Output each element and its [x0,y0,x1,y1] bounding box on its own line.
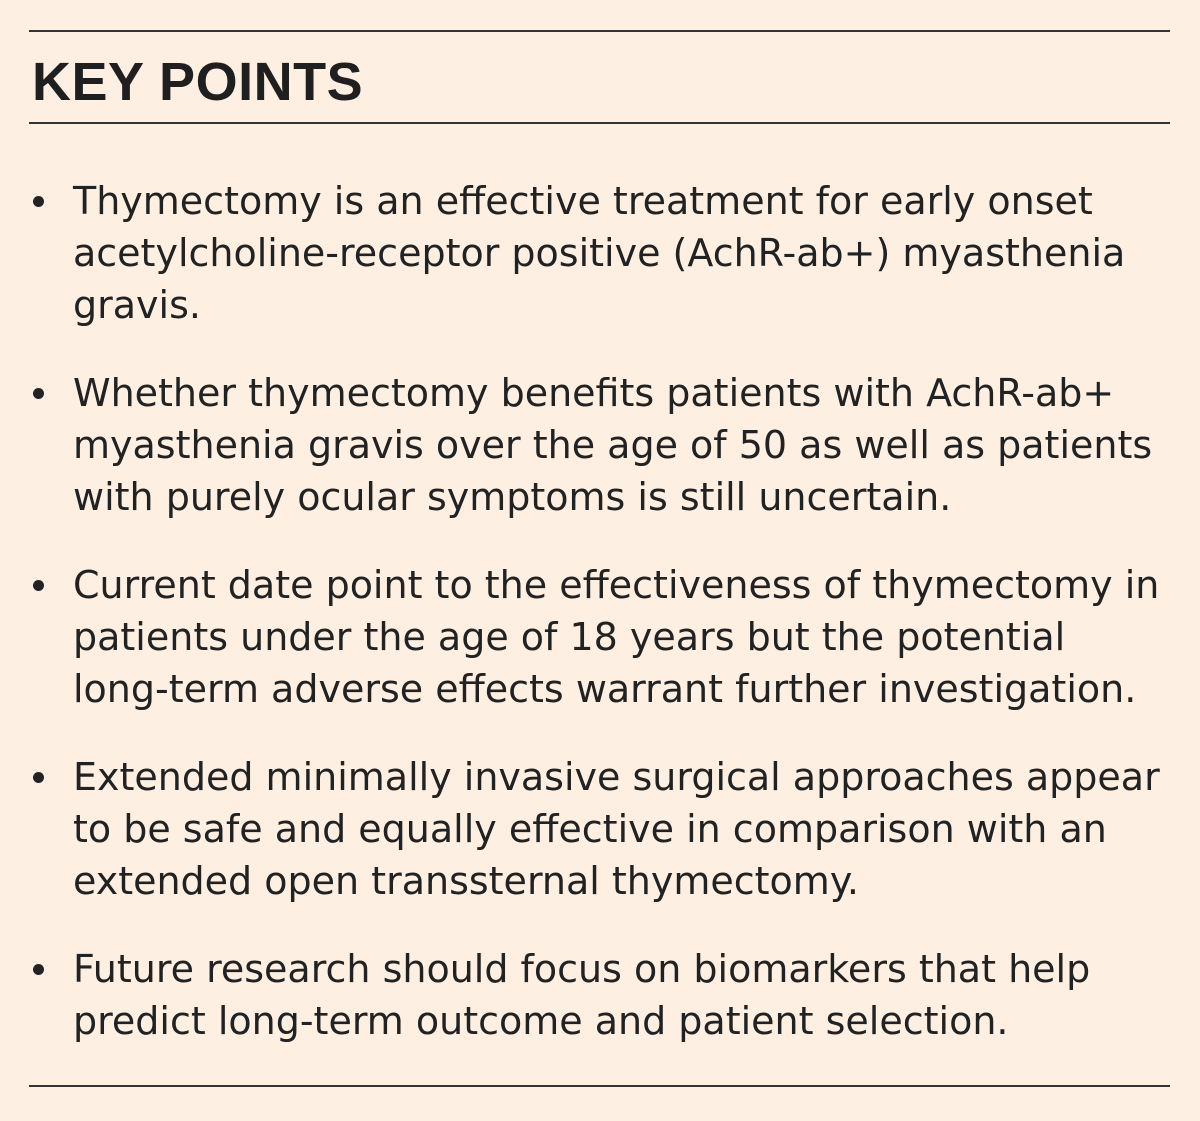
key-points-list [29,175,1170,1083]
point-text: Whether thymectomy benefits patients with AchR-ab+ myasthenia gravis over the age of 50 as well as patients with purely ocular symptoms is still uncertain. [73,371,1153,519]
list-item [29,175,1170,331]
point-text: Extended minimally invasive surgical approaches appear to be safe and equally effective in comparison with an extended open transsternal thymectomy. [73,755,1160,903]
point-text: Thymectomy is an effective treatment for early onset acetylcholine-receptor positive (AchR-ab+) myasthenia gravis. [73,179,1126,327]
bullet-icon [33,964,44,975]
list-item [29,943,1170,1047]
bullet-icon [33,388,44,399]
bullet-icon [33,196,44,207]
list-item [29,751,1170,907]
key-points-heading: KEY POINTS [32,52,364,112]
point-text: Future research should focus on biomarkers that help predict long-term outcome and patient selection. [73,947,1091,1043]
point-text: Current date point to the effectiveness of thymectomy in patients under the age of 18 years but the potential long-term adverse effects warrant further investigation. [73,563,1160,711]
list-item [29,367,1170,523]
top-rule [29,30,1170,32]
heading-rule [29,122,1170,124]
key-points-box [29,30,1170,1088]
list-item [29,559,1170,715]
bottom-rule [29,1085,1170,1087]
bullet-icon [33,580,44,591]
bullet-icon [33,772,44,783]
